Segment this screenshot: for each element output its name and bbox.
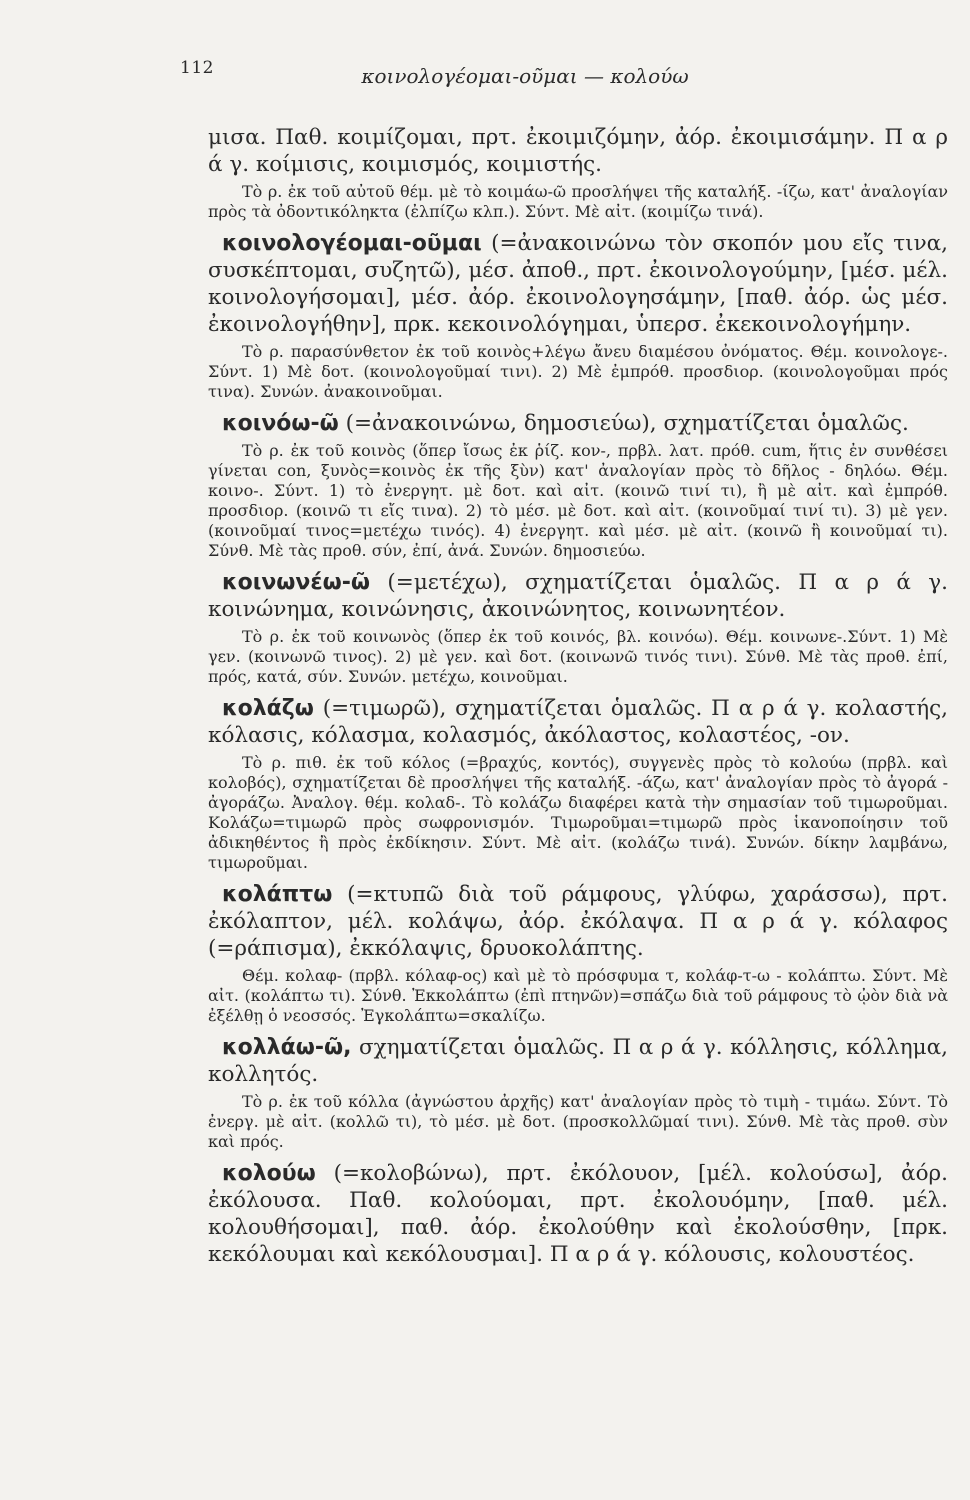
entry-headword: κολούω xyxy=(222,1161,316,1186)
dictionary-entry xyxy=(208,569,948,687)
entry-main-text: (=μετέχω), σχηματίζεται ὁμαλῶς. Π α ρ ά γ. κοινώνημα, κοινώνησις, ἀκοινώνητος, κοινωνητέον. xyxy=(208,570,948,622)
entry-note: Θέμ. κολαφ- (πρβλ. κόλαφ-ος) καὶ μὲ τὸ πρόσφυμα τ, κολάφ-τ-ω - κολάπτω. Σύντ. Μὲ αἰτ. (κολάπτω τι). Σύνθ. Ἐκκολάπτω (ἐπὶ πτηνῶν)=σπάζω διὰ τοῦ ράμφους τὸ ᾠὸν διὰ νὰ ἐξέλθῃ ὁ νεοσσός. Ἐγκολάπτω=σκαλίζω. xyxy=(208,966,948,1025)
entry-main-text: (=ἀνακοινώνω, δημοσιεύω), σχηματίζεται ὁμαλῶς. xyxy=(345,411,909,436)
entry-note: Τὸ ρ. ἐκ τοῦ κόλλα (ἀγνώστου ἀρχῆς) κατ' ἀναλογίαν πρὸς τὸ τιμὴ - τιμάω. Σύντ. Τὸ ἐνεργ. μὲ αἰτ. (κολλῶ τι), τὸ μέσ. μὲ δοτ. (προσκολλῶμαί τινι). Σύνθ. Μὲ τὰς προθ. σὺν καὶ πρός. xyxy=(208,1092,948,1151)
entry-headword: κολάπτω xyxy=(222,882,333,907)
entry-note: Τὸ ρ. παρασύνθετον ἐκ τοῦ κοινὸς+λέγω ἄνευ διαμέσου ὀνόματος. Θέμ. κοινολογε-. Σύντ. 1) Μὲ δοτ. (κοινολογοῦμαί τινι). 2) Μὲ ἐμπρόθ. προσδιορ. (κοινολογοῦμαι πρός τινα). Συνών. ἀνακοινοῦμαι. xyxy=(208,342,948,401)
dictionary-entry xyxy=(208,410,948,561)
page-number: 112 xyxy=(180,58,214,78)
running-head xyxy=(0,64,970,88)
dictionary-entry xyxy=(208,124,948,222)
dictionary-entry xyxy=(208,881,948,1026)
dictionary-entry xyxy=(208,695,948,873)
entry-note: Τὸ ρ. ἐκ τοῦ κοινὸς (ὅπερ ἴσως ἐκ ῥίζ. κον-, πρβλ. λατ. πρόθ. cum, ἥτις ἐν συνθέσει γίνεται con, ξυνὸς=κοινὸς ἐκ τῆς ξὺν) κατ' ἀναλογίαν πρὸς τὸ δῆλος - δηλόω. Θέμ. κοινο-. Σύντ. 1) τὸ ἐνεργητ. μὲ δοτ. καὶ αἰτ. (κοινῶ τινί τι), ἢ μὲ αἰτ. καὶ ἐμπρόθ. προσδιορ. (κοινῶ τι εἴς τινα). 2) τὸ μέσ. μὲ δοτ. καὶ αἰτ. (κοινοῦμαί τινί τι). 3) μὲ γεν. (κοινοῦμαί τινος=μετέχω τινός). 4) ἐνεργητ. καὶ μέσ. μὲ αἰτ. (κοινῶ ἢ κοινοῦμαί τι). Σύνθ. Μὲ τὰς προθ. σύν, ἐπί, ἀνά. Συνών. δημοσιεύω. xyxy=(208,441,948,560)
entry-note: Τὸ ρ. ἐκ τοῦ αὐτοῦ θέμ. μὲ τὸ κοιμάω-ῶ προσλήψει τῆς καταλήξ. -ίζω, κατ' ἀναλογίαν πρὸς τὰ ὀδοντικόληκτα (ἐλπίζω κλπ.). Σύντ. Μὲ αἰτ. (κοιμίζω τινά). xyxy=(208,182,948,221)
entry-headword: κολλάω-ῶ, xyxy=(222,1035,352,1060)
dictionary-entry xyxy=(208,230,948,402)
entry-headword: κοινόω-ῶ xyxy=(222,411,339,436)
entry-main-text: (=τιμωρῶ), σχηματίζεται ὁμαλῶς. Π α ρ ά γ. κολαστής, κόλασις, κόλασμα, κολασμός, ἀκόλαστος, κολαστέος, -ον. xyxy=(208,696,948,748)
entry-headword: κοινολογέομαι-οῦμαι xyxy=(222,231,482,256)
entry-main-text: (=ἀνακοινώνω τὸν σκοπόν μου εἴς τινα, συσκέπτομαι, συζητῶ), μέσ. ἀποθ., πρτ. ἐκοινολογούμην, [μέσ. μέλ. κοινολογήσομαι], μέσ. ἀόρ. ἐκοινολογησάμην, [παθ. ἀόρ. ὡς μέσ. ἐκοινολογήθην], πρκ. κεκοινολόγημαι, ὑπερσ. ἐκεκοινολογήμην. xyxy=(208,231,949,337)
entry-main-text: (=κολοβώνω), πρτ. ἐκόλουον, [μέλ. κολούσω], ἀόρ. ἐκόλουσα. Παθ. κολούομαι, πρτ. ἐκολουόμην, [παθ. μέλ. κολουθήσομαι], παθ. ἀόρ. ἐκολούθην καὶ ἐκολούσθην, [πρκ. κεκόλουμαι καὶ κεκόλουσμαι]. Π α ρ ά γ. κόλουσις, κολουστέος. xyxy=(208,1161,948,1267)
dictionary-entry xyxy=(208,1034,948,1152)
entry-headword: κοινωνέω-ῶ xyxy=(222,570,371,595)
entry-main-text: μισα. Παθ. κοιμίζομαι, πρτ. ἐκοιμιζόμην, ἀόρ. ἐκοιμισάμην. Π α ρ ά γ. κοίμισις, κοιμισμός, κοιμιστής. xyxy=(208,125,948,177)
entries-column xyxy=(208,124,948,1268)
entry-note: Τὸ ρ. πιθ. ἐκ τοῦ κόλος (=βραχύς, κοντός), συγγενὲς πρὸς τὸ κολούω (πρβλ. καὶ κολοβός), σχηματίζεται δὲ προσλήψει τῆς καταλήξ. -άζω, κατ' ἀναλογίαν πρὸς τὸ ἀγορά - ἀγοράζω. Ἀναλογ. θέμ. κολαδ-. Τὸ κολάζω διαφέρει κατὰ τὴν σημασίαν τοῦ τιμωροῦμαι. Κολάζω=τιμωρῶ πρὸς σωφρονισμόν. Τιμωροῦμαι=τιμωρῶ πρὸς ἱκανοποίησιν τοῦ ἀδικηθέντος ἢ πρὸς ἐκδίκησιν. Σύντ. Μὲ αἰτ. (κολάζω τινά). Συνών. δίκην λαμβάνω, τιμωροῦμαι. xyxy=(208,753,948,872)
running-head-text: κοινολογέομαι-οῦμαι — κολούω xyxy=(361,64,689,88)
dictionary-entry xyxy=(208,1160,948,1268)
entry-headword: κολάζω xyxy=(222,696,314,721)
entry-note: Τὸ ρ. ἐκ τοῦ κοινωνὸς (ὅπερ ἐκ τοῦ κοινός, βλ. κοινόω). Θέμ. κοινωνε-.Σύντ. 1) Μὲ γεν. (κοινωνῶ τινος). 2) μὲ γεν. καὶ δοτ. (κοινωνῶ τινός τινι). Σύνθ. Μὲ τὰς προθ. ἐπί, πρός, κατά, σύν. Συνών. μετέχω, κοινοῦμαι. xyxy=(208,627,948,686)
entry-main-text: σχηματίζεται ὁμαλῶς. Π α ρ ά γ. κόλλησις, κόλλημα, κολλητός. xyxy=(208,1035,948,1087)
entry-main-text: (=κτυπῶ διὰ τοῦ ράμφους, γλύφω, χαράσσω), πρτ. ἐκόλαπτον, μέλ. κολάψω, ἀόρ. ἐκόλαψα. Π α ρ ά γ. κόλαφος (=ράπισμα), ἐκκόλαψις, δρυοκολάπτης. xyxy=(208,882,948,961)
